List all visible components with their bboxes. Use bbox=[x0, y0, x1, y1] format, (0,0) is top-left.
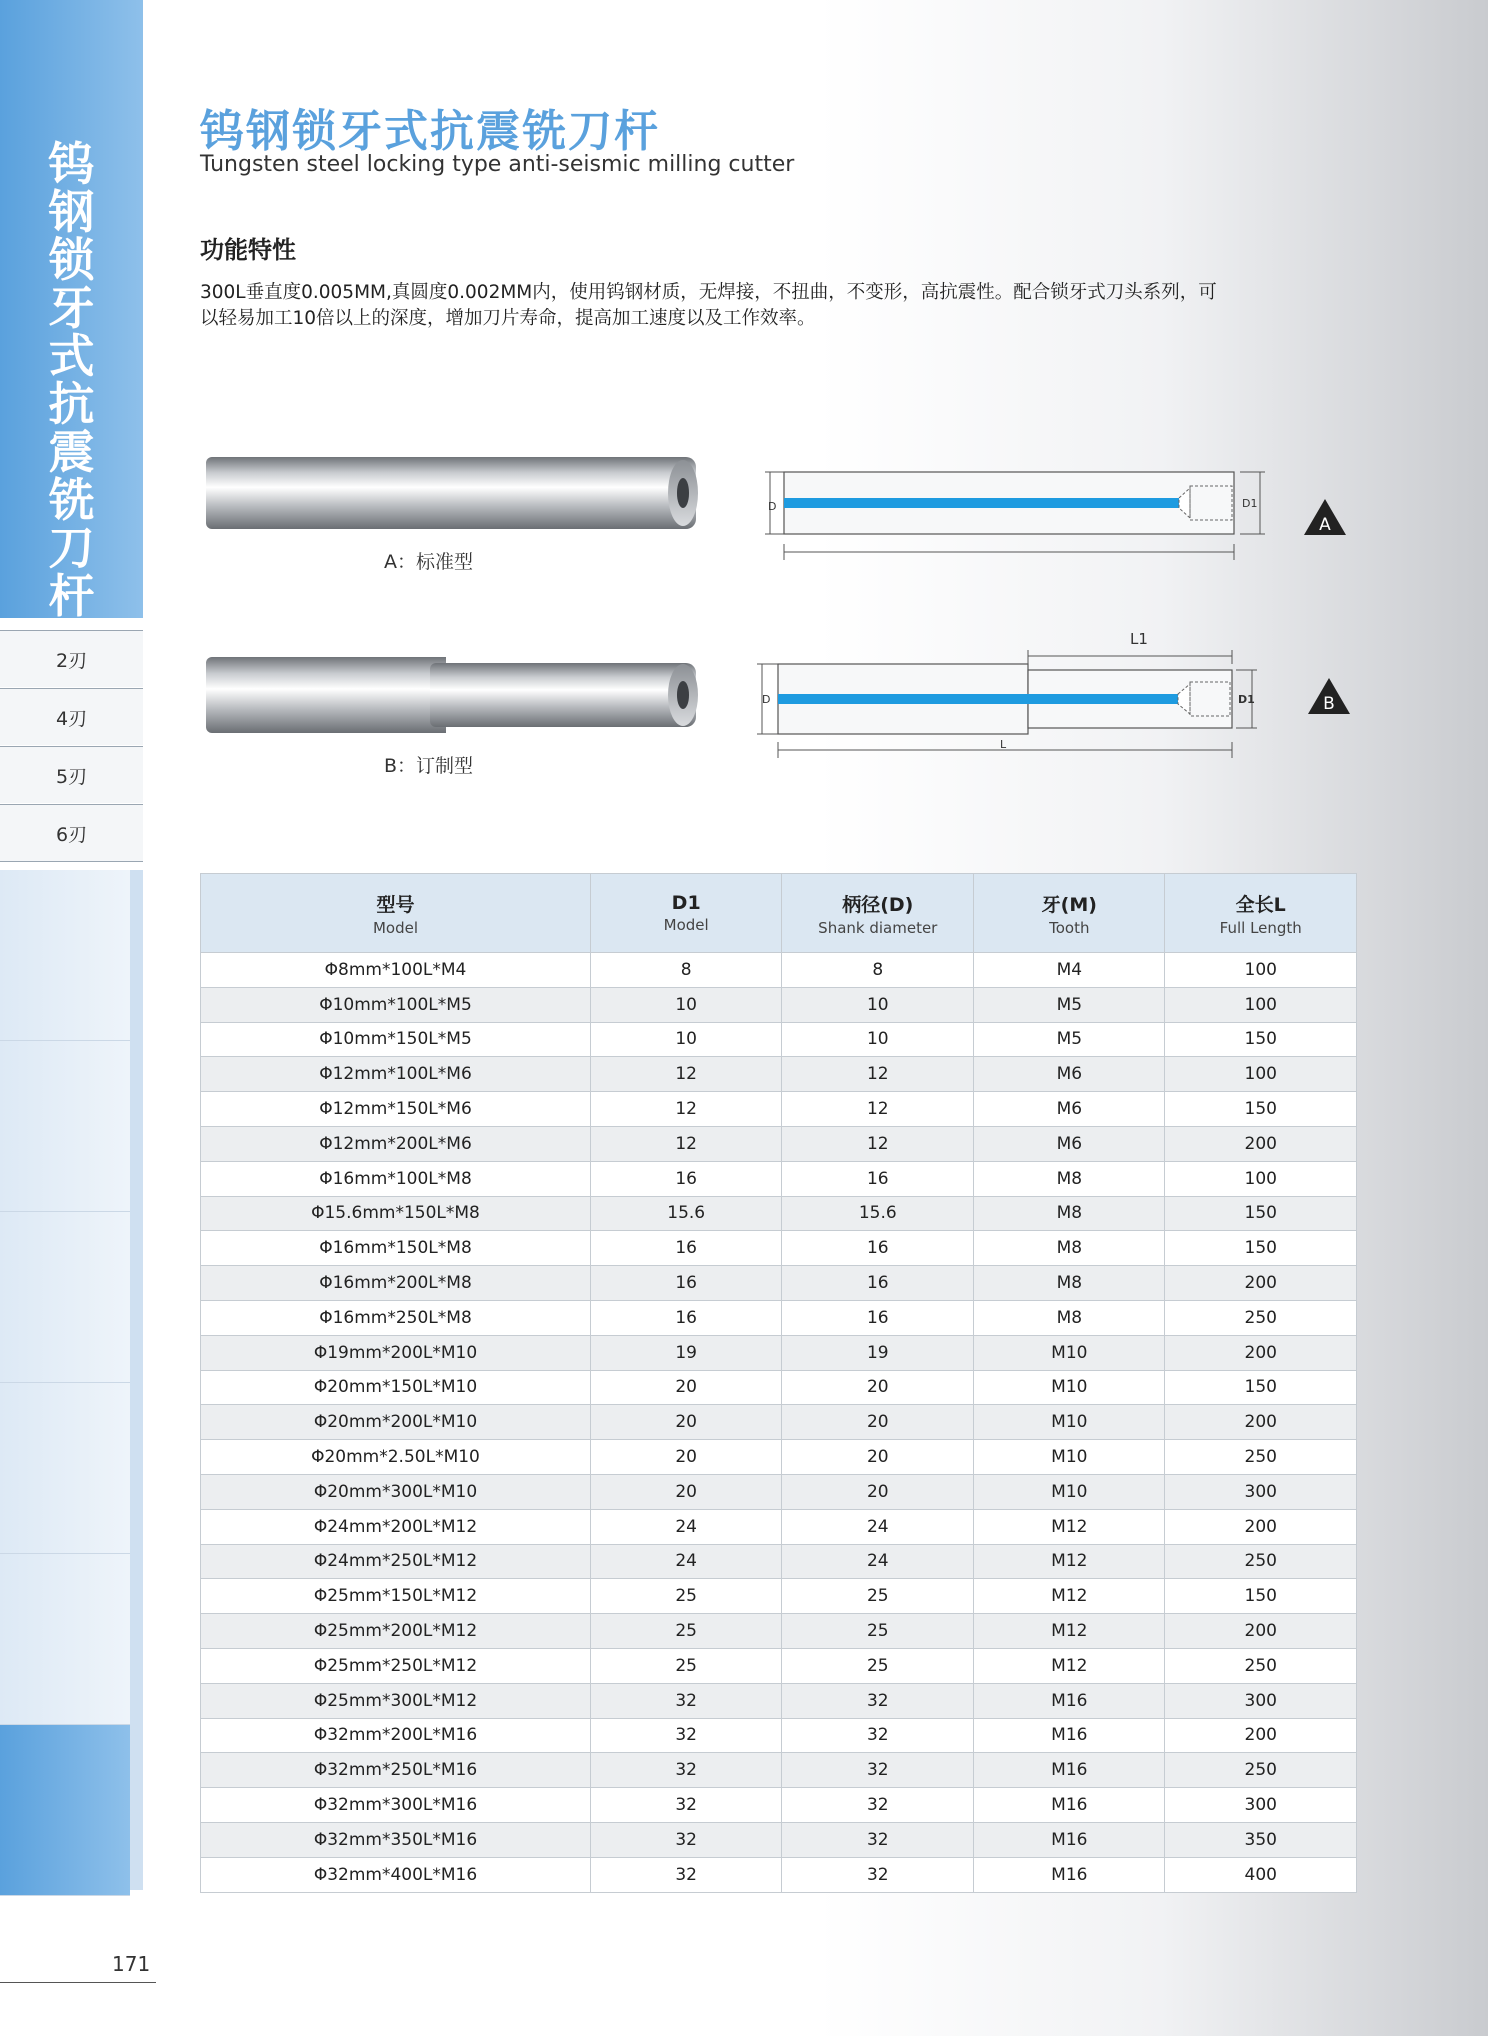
diagram-b-l-label: L bbox=[1000, 738, 1007, 751]
cell-shank-diameter: 12 bbox=[782, 1057, 974, 1092]
sidebar-stripe bbox=[0, 870, 130, 1041]
cell-model: Φ20mm*2.50L*M10 bbox=[201, 1440, 591, 1475]
cell-full-length: 200 bbox=[1165, 1614, 1357, 1649]
cell-tooth: M5 bbox=[974, 1022, 1165, 1057]
cell-d1: 32 bbox=[590, 1753, 781, 1788]
table-row bbox=[201, 1440, 1357, 1475]
cell-tooth: M10 bbox=[974, 1335, 1165, 1370]
spec-table-header bbox=[201, 874, 1357, 953]
sidebar-tab-6-flute[interactable]: 6刃 bbox=[0, 804, 143, 862]
table-row bbox=[201, 1683, 1357, 1718]
cell-d1: 16 bbox=[590, 1231, 781, 1266]
cell-tooth: M8 bbox=[974, 1161, 1165, 1196]
cell-model: Φ24mm*200L*M12 bbox=[201, 1509, 591, 1544]
cell-shank-diameter: 32 bbox=[782, 1683, 974, 1718]
cell-tooth: M12 bbox=[974, 1614, 1165, 1649]
cell-model: Φ12mm*200L*M6 bbox=[201, 1126, 591, 1161]
table-row bbox=[201, 1718, 1357, 1753]
cell-d1: 10 bbox=[590, 987, 781, 1022]
sidebar-tab-5-flute[interactable]: 5刃 bbox=[0, 746, 143, 803]
cell-full-length: 150 bbox=[1165, 1196, 1357, 1231]
column-header-tooth: 牙(M) Tooth bbox=[974, 874, 1165, 953]
page-title: 钨钢锁牙式抗震铣刀杆 bbox=[200, 106, 660, 157]
page-number: 171 bbox=[112, 1952, 151, 1976]
cell-model: Φ32mm*350L*M16 bbox=[201, 1822, 591, 1857]
column-header-model: 型号 Model bbox=[201, 874, 591, 953]
page-number-rule bbox=[0, 1982, 156, 1983]
cell-shank-diameter: 24 bbox=[782, 1544, 974, 1579]
column-header-d1: D1 Model bbox=[590, 874, 781, 953]
cell-full-length: 200 bbox=[1165, 1718, 1357, 1753]
cell-tooth: M8 bbox=[974, 1266, 1165, 1301]
cell-full-length: 250 bbox=[1165, 1648, 1357, 1683]
cell-full-length: 200 bbox=[1165, 1335, 1357, 1370]
table-row bbox=[201, 953, 1357, 988]
cell-tooth: M16 bbox=[974, 1718, 1165, 1753]
cell-full-length: 100 bbox=[1165, 1057, 1357, 1092]
cell-tooth: M8 bbox=[974, 1231, 1165, 1266]
cell-full-length: 100 bbox=[1165, 953, 1357, 988]
cell-shank-diameter: 20 bbox=[782, 1370, 974, 1405]
sidebar-title-char: 刀 bbox=[48, 521, 95, 575]
cell-model: Φ16mm*100L*M8 bbox=[201, 1161, 591, 1196]
diagram-a bbox=[750, 460, 1280, 570]
cell-tooth: M16 bbox=[974, 1822, 1165, 1857]
cell-tooth: M16 bbox=[974, 1683, 1165, 1718]
cell-d1: 25 bbox=[590, 1648, 781, 1683]
rod-a-label: A：标准型 bbox=[384, 551, 473, 573]
page-subtitle: Tungsten steel locking type anti-seismic milling cutter bbox=[200, 152, 795, 177]
cell-tooth: M12 bbox=[974, 1509, 1165, 1544]
cell-model: Φ20mm*150L*M10 bbox=[201, 1370, 591, 1405]
table-row bbox=[201, 1161, 1357, 1196]
table-row bbox=[201, 1092, 1357, 1127]
cell-shank-diameter: 32 bbox=[782, 1857, 974, 1892]
cell-shank-diameter: 25 bbox=[782, 1614, 974, 1649]
cell-d1: 10 bbox=[590, 1022, 781, 1057]
cell-d1: 20 bbox=[590, 1370, 781, 1405]
cell-d1: 25 bbox=[590, 1614, 781, 1649]
cell-tooth: M10 bbox=[974, 1440, 1165, 1475]
cell-model: Φ25mm*300L*M12 bbox=[201, 1683, 591, 1718]
table-row bbox=[201, 987, 1357, 1022]
cell-full-length: 300 bbox=[1165, 1474, 1357, 1509]
cell-d1: 20 bbox=[590, 1474, 781, 1509]
sidebar-stripe bbox=[0, 1383, 130, 1554]
cell-full-length: 250 bbox=[1165, 1544, 1357, 1579]
rod-b-end-face bbox=[668, 664, 698, 726]
cell-tooth: M6 bbox=[974, 1092, 1165, 1127]
table-row bbox=[201, 1822, 1357, 1857]
cell-full-length: 300 bbox=[1165, 1788, 1357, 1823]
cell-d1: 24 bbox=[590, 1544, 781, 1579]
cell-full-length: 200 bbox=[1165, 1405, 1357, 1440]
sidebar-title-char: 杆 bbox=[48, 569, 95, 623]
features-text: 300L垂直度0.005MM,真圆度0.002MM内，使用钨钢材质，无焊接，不扭曲，不变形，高抗震性。配合锁牙式刀头系列，可以轻易加工10倍以上的深度，增加刀片寿命，提高加工速度以及工作效率。 bbox=[200, 282, 1217, 329]
badge-a bbox=[1302, 497, 1348, 537]
rod-b-neck-photo bbox=[430, 663, 696, 727]
cell-tooth: M6 bbox=[974, 1057, 1165, 1092]
cell-d1: 16 bbox=[590, 1266, 781, 1301]
cell-shank-diameter: 20 bbox=[782, 1405, 974, 1440]
cell-d1: 12 bbox=[590, 1092, 781, 1127]
cell-d1: 20 bbox=[590, 1405, 781, 1440]
table-row bbox=[201, 1370, 1357, 1405]
sidebar-title-char: 锁 bbox=[48, 233, 95, 287]
cell-shank-diameter: 25 bbox=[782, 1579, 974, 1614]
cell-model: Φ10mm*100L*M5 bbox=[201, 987, 591, 1022]
cell-tooth: M12 bbox=[974, 1648, 1165, 1683]
sidebar-stripe bbox=[0, 1041, 130, 1212]
cell-tooth: M8 bbox=[974, 1196, 1165, 1231]
cell-shank-diameter: 20 bbox=[782, 1440, 974, 1475]
cell-full-length: 250 bbox=[1165, 1753, 1357, 1788]
table-row bbox=[201, 1474, 1357, 1509]
column-header-full-length: 全长L Full Length bbox=[1165, 874, 1357, 953]
table-row bbox=[201, 1266, 1357, 1301]
cell-full-length: 400 bbox=[1165, 1857, 1357, 1892]
cell-full-length: 200 bbox=[1165, 1509, 1357, 1544]
sidebar-stripe bbox=[0, 1212, 130, 1383]
cell-full-length: 200 bbox=[1165, 1126, 1357, 1161]
cell-d1: 32 bbox=[590, 1788, 781, 1823]
cell-shank-diameter: 32 bbox=[782, 1753, 974, 1788]
cell-full-length: 150 bbox=[1165, 1092, 1357, 1127]
cell-tooth: M12 bbox=[974, 1579, 1165, 1614]
badge-b-letter: B bbox=[1323, 694, 1335, 714]
cell-model: Φ25mm*250L*M12 bbox=[201, 1648, 591, 1683]
cell-shank-diameter: 24 bbox=[782, 1509, 974, 1544]
cell-d1: 8 bbox=[590, 953, 781, 988]
cell-shank-diameter: 32 bbox=[782, 1822, 974, 1857]
diagram-b-d-label: D bbox=[762, 693, 771, 706]
table-row bbox=[201, 1857, 1357, 1892]
rod-a-photo bbox=[206, 457, 696, 529]
table-row bbox=[201, 1544, 1357, 1579]
cell-tooth: M10 bbox=[974, 1474, 1165, 1509]
cell-model: Φ12mm*150L*M6 bbox=[201, 1092, 591, 1127]
diagram-b-d1-label: D1 bbox=[1238, 693, 1255, 706]
column-header-shank-diameter: 柄径(D) Shank diameter bbox=[782, 874, 974, 953]
cell-shank-diameter: 12 bbox=[782, 1092, 974, 1127]
sidebar-edge bbox=[130, 870, 143, 1890]
badge-a-letter: A bbox=[1319, 515, 1331, 535]
cell-model: Φ20mm*300L*M10 bbox=[201, 1474, 591, 1509]
sidebar-stripe-active bbox=[0, 1725, 130, 1896]
cell-model: Φ32mm*300L*M16 bbox=[201, 1788, 591, 1823]
cell-shank-diameter: 16 bbox=[782, 1161, 974, 1196]
table-row bbox=[201, 1335, 1357, 1370]
sidebar-title-char: 钢 bbox=[48, 185, 95, 239]
cell-tooth: M5 bbox=[974, 987, 1165, 1022]
cell-shank-diameter: 12 bbox=[782, 1126, 974, 1161]
cell-full-length: 250 bbox=[1165, 1440, 1357, 1475]
table-row bbox=[201, 1022, 1357, 1057]
sidebar-title-char: 牙 bbox=[48, 281, 95, 335]
table-row bbox=[201, 1788, 1357, 1823]
sidebar-stripes bbox=[0, 870, 130, 1890]
cell-full-length: 150 bbox=[1165, 1579, 1357, 1614]
cell-shank-diameter: 16 bbox=[782, 1231, 974, 1266]
cell-d1: 12 bbox=[590, 1057, 781, 1092]
cell-full-length: 150 bbox=[1165, 1022, 1357, 1057]
table-row bbox=[201, 1057, 1357, 1092]
cell-d1: 15.6 bbox=[590, 1196, 781, 1231]
cell-shank-diameter: 25 bbox=[782, 1648, 974, 1683]
table-row bbox=[201, 1300, 1357, 1335]
table-row bbox=[201, 1648, 1357, 1683]
cell-d1: 32 bbox=[590, 1683, 781, 1718]
cell-model: Φ16mm*150L*M8 bbox=[201, 1231, 591, 1266]
table-row bbox=[201, 1231, 1357, 1266]
sidebar-title-char: 震 bbox=[48, 425, 95, 479]
features-heading: 功能特性 bbox=[200, 236, 296, 264]
cell-d1: 32 bbox=[590, 1718, 781, 1753]
cell-d1: 12 bbox=[590, 1126, 781, 1161]
cell-model: Φ12mm*100L*M6 bbox=[201, 1057, 591, 1092]
cell-tooth: M10 bbox=[974, 1405, 1165, 1440]
cell-shank-diameter: 16 bbox=[782, 1266, 974, 1301]
sidebar-tabs bbox=[0, 630, 143, 863]
table-row bbox=[201, 1614, 1357, 1649]
cell-full-length: 350 bbox=[1165, 1822, 1357, 1857]
rod-a-end-face bbox=[668, 460, 698, 526]
sidebar-stripe bbox=[0, 1554, 130, 1725]
cell-full-length: 300 bbox=[1165, 1683, 1357, 1718]
cell-shank-diameter: 16 bbox=[782, 1300, 974, 1335]
sidebar-tab-2-flute[interactable]: 2刃 bbox=[0, 630, 143, 687]
sidebar-title-char: 钨 bbox=[48, 137, 95, 191]
cell-d1: 32 bbox=[590, 1857, 781, 1892]
cell-tooth: M16 bbox=[974, 1753, 1165, 1788]
cell-shank-diameter: 32 bbox=[782, 1718, 974, 1753]
cell-shank-diameter: 10 bbox=[782, 987, 974, 1022]
cell-model: Φ32mm*200L*M16 bbox=[201, 1718, 591, 1753]
sidebar-title-char: 抗 bbox=[48, 377, 95, 431]
sidebar-title-char: 式 bbox=[48, 329, 95, 383]
cell-shank-diameter: 19 bbox=[782, 1335, 974, 1370]
cell-d1: 16 bbox=[590, 1161, 781, 1196]
cell-shank-diameter: 8 bbox=[782, 953, 974, 988]
sidebar-title bbox=[0, 0, 143, 623]
cell-tooth: M16 bbox=[974, 1788, 1165, 1823]
sidebar-tab-4-flute[interactable]: 4刃 bbox=[0, 688, 143, 745]
diagram-b bbox=[748, 624, 1278, 764]
cell-shank-diameter: 15.6 bbox=[782, 1196, 974, 1231]
rod-b-label: B：订制型 bbox=[384, 755, 474, 777]
badge-b bbox=[1306, 676, 1352, 716]
cell-model: Φ32mm*250L*M16 bbox=[201, 1753, 591, 1788]
table-row bbox=[201, 1509, 1357, 1544]
cell-model: Φ25mm*150L*M12 bbox=[201, 1579, 591, 1614]
cell-d1: 19 bbox=[590, 1335, 781, 1370]
cell-model: Φ20mm*200L*M10 bbox=[201, 1405, 591, 1440]
cell-full-length: 150 bbox=[1165, 1370, 1357, 1405]
cell-shank-diameter: 32 bbox=[782, 1788, 974, 1823]
spec-table bbox=[200, 873, 1357, 1893]
sidebar bbox=[0, 0, 143, 1890]
cell-model: Φ15.6mm*150L*M8 bbox=[201, 1196, 591, 1231]
cell-full-length: 200 bbox=[1165, 1266, 1357, 1301]
cell-tooth: M6 bbox=[974, 1126, 1165, 1161]
table-row bbox=[201, 1196, 1357, 1231]
cell-model: Φ32mm*400L*M16 bbox=[201, 1857, 591, 1892]
cell-d1: 32 bbox=[590, 1822, 781, 1857]
cell-tooth: M4 bbox=[974, 953, 1165, 988]
table-row bbox=[201, 1405, 1357, 1440]
cell-d1: 25 bbox=[590, 1579, 781, 1614]
diagram-a-d-label: D bbox=[768, 500, 777, 513]
cell-tooth: M8 bbox=[974, 1300, 1165, 1335]
cell-tooth: M16 bbox=[974, 1857, 1165, 1892]
cell-model: Φ16mm*200L*M8 bbox=[201, 1266, 591, 1301]
diagram-a-d1-label: D1 bbox=[1242, 497, 1258, 510]
sidebar-title-char: 铣 bbox=[48, 473, 95, 527]
cell-model: Φ25mm*200L*M12 bbox=[201, 1614, 591, 1649]
cell-tooth: M12 bbox=[974, 1544, 1165, 1579]
cell-d1: 16 bbox=[590, 1300, 781, 1335]
diagram-b-l1-label: L1 bbox=[1130, 630, 1148, 648]
cell-model: Φ10mm*150L*M5 bbox=[201, 1022, 591, 1057]
table-row bbox=[201, 1753, 1357, 1788]
cell-d1: 24 bbox=[590, 1509, 781, 1544]
cell-model: Φ24mm*250L*M12 bbox=[201, 1544, 591, 1579]
cell-full-length: 250 bbox=[1165, 1300, 1357, 1335]
rod-b-shank-photo bbox=[206, 657, 446, 733]
cell-model: Φ16mm*250L*M8 bbox=[201, 1300, 591, 1335]
cell-d1: 20 bbox=[590, 1440, 781, 1475]
cell-full-length: 150 bbox=[1165, 1231, 1357, 1266]
table-row bbox=[201, 1579, 1357, 1614]
cell-shank-diameter: 20 bbox=[782, 1474, 974, 1509]
table-row bbox=[201, 1126, 1357, 1161]
cell-shank-diameter: 10 bbox=[782, 1022, 974, 1057]
cell-full-length: 100 bbox=[1165, 987, 1357, 1022]
cell-tooth: M10 bbox=[974, 1370, 1165, 1405]
cell-model: Φ19mm*200L*M10 bbox=[201, 1335, 591, 1370]
cell-full-length: 100 bbox=[1165, 1161, 1357, 1196]
cell-model: Φ8mm*100L*M4 bbox=[201, 953, 591, 988]
